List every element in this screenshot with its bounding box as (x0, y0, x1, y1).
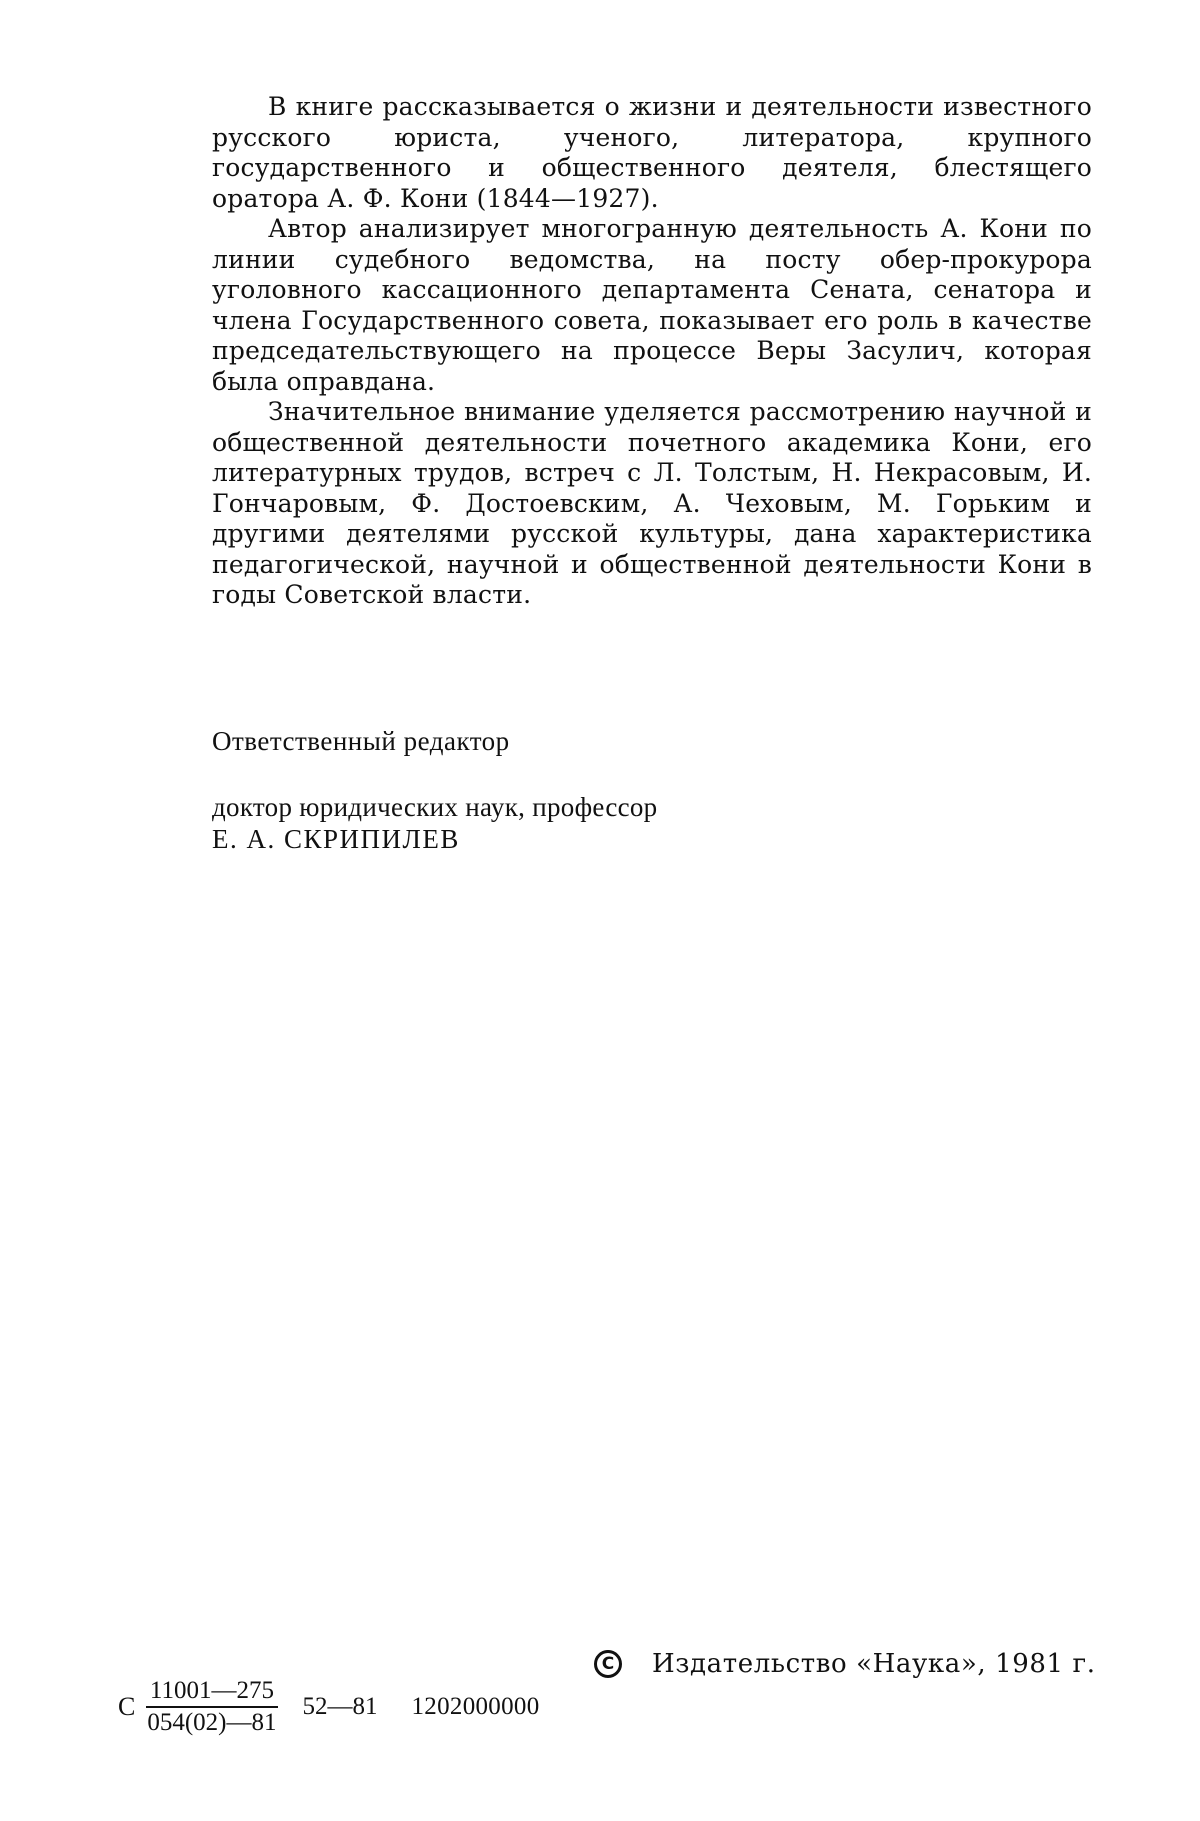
editor-name: Е. А. СКРИПИЛЕВ (212, 824, 460, 854)
annotation-paragraph-1: В книге рассказывается о жизни и деятельности известного русского юриста, ученого, литератора, крупного государственного и общественного деятеля, блестящего оратора А. Ф. Кони (1844—1927). (212, 92, 1092, 213)
catalog-fraction (143, 1677, 280, 1737)
annotation-block (212, 92, 1092, 611)
annotation-paragraph-3: Значительное внимание уделяется рассмотрению научной и общественной деятельности почетного академика Кони, его литературных трудов, встреч с Л. Толстым, Н. Некрасовым, И. Гончаровым, Ф. Достоевским, А. Чеховым, М. Горьким и другими деятелями русской культуры, дана характеристика педагогической, научной и общественной деятельности Кони в годы Советской власти. (212, 397, 1092, 609)
catalog-index (118, 1672, 540, 1742)
publisher-imprint: Издательство «Наука», 1981 г. (652, 1649, 1096, 1679)
annotation-paragraph-2: Автор анализирует многогранную деятельность А. Кони по линии судебного ведомства, на посту обер-прокурора уголовного кассационного департамента Сената, сенатора и члена Государственного совета, показывает его роль в качестве председательствующего на процессе Веры Засулич, которая была оправдана. (212, 214, 1092, 396)
copyright-icon: C (594, 1650, 622, 1678)
catalog-code: 52—81 (302, 1693, 378, 1720)
copyright-line (594, 1648, 1114, 1680)
catalog-number: 1202000000 (411, 1693, 540, 1720)
catalog-prefix: С (118, 1692, 136, 1721)
editor-role: Ответственный редактор (212, 726, 510, 756)
editor-block (212, 725, 912, 855)
catalog-denominator: 054(02)—81 (147, 1709, 277, 1736)
editor-credentials: доктор юридических наук, профессор (212, 792, 658, 822)
catalog-numerator: 11001—275 (146, 1677, 278, 1708)
